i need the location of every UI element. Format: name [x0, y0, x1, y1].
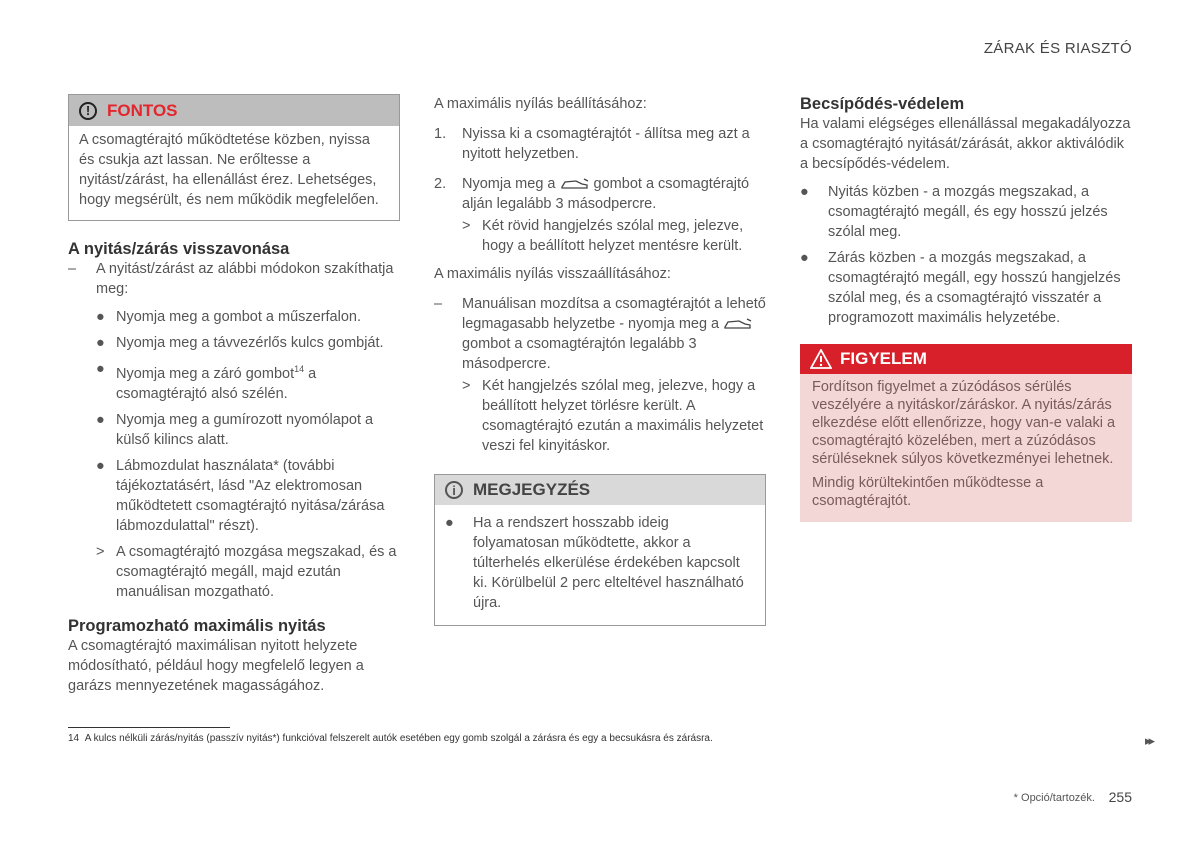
warning-title: FIGYELEM [840, 349, 927, 368]
heading-pinch: Becsípődés-védelem [800, 95, 965, 113]
column-1 [68, 94, 400, 696]
bullet-item: ● Nyomja meg a gombot a műszerfalon. [96, 309, 361, 325]
important-title: FONTOS [107, 100, 178, 120]
reset-result: > Két hangjelzés szólal meg, jelezve, hogy a beállított helyzet törlésre került. A csomagtérajtó ezután a maximális helyzetet veszi fel kinyitáskor. [462, 378, 764, 454]
warning-triangle-icon [810, 349, 832, 369]
step-1: 1. Nyissa ki a csomagtérajtót - állítsa meg azt a nyitott helyzetben. [434, 126, 750, 162]
car-tailgate-icon [560, 177, 590, 191]
warning-box [800, 344, 1132, 522]
important-text: A csomagtérajtó működtetése közben, nyissa és csukja azt lassan. Ne erőltesse a nyitást/zárást, ha ellenállást érez. Lehetséges, hogy megsérült, és nem működik megfelelően. [79, 132, 379, 208]
column-2 [434, 94, 766, 626]
pinch-text: Ha valami elégséges ellenállással megakadályozza a csomagtérajtó nyitását/zárását, akkor aktiválódik a becsípődés-védelem. [800, 116, 1131, 172]
info-circle-icon: i [445, 481, 463, 499]
continue-arrows-icon: ▸▸ [1144, 733, 1152, 748]
bullet-item: ● Nyomja meg a gumírozott nyomólapot a külső kilincs alatt. [96, 411, 374, 448]
programmable-text: A csomagtérajtó maximálisan nyitott helyzete módosítható, például hogy megfelelő legyen a garázs mennyezetének magasságához. [68, 637, 364, 694]
warning-text-1: Fordítson figyelmet a zúzódásos sérülés veszélyére a nyitáskor/záráskor. A nyitás/zárás elkezdése előtt ellenőrizze, hogy van-e valaki a csomagtérajtó közelében, mert a zúzódásos sérüléseknek súlyos következményei lehetnek. [812, 379, 1116, 467]
option-note: * Opció/tartozék. [1013, 792, 1095, 804]
bullet-item: ● Lábmozdulat használata* (további tájékoztatásért, lásd "Az elektromosan működtetett csomagtérajtó nyitása/zárása lábmozdulattal" részt). [96, 457, 385, 534]
bullet-item: ● Nyomja meg a távvezérlős kulcs gombját. [96, 335, 384, 351]
reset-intro: A maximális nyílás visszaállításához: [434, 266, 671, 282]
note-bullet: ● Ha a rendszert hosszabb ideig folyamatosan működtette, akkor a túlterhelés elkerülése érdekében kapcsolt ki. Körülbelül 2 perc elteltével használható újra. [445, 515, 744, 611]
important-box [68, 94, 400, 221]
dash-item: – Manuálisan mozdítsa a csomagtérajtót a lehető legmagasabb helyzetbe - nyomja meg a gombot a csomagtérajtón legalább 3 másodpercre. [434, 296, 766, 372]
column-3 [800, 94, 1132, 522]
note-box [434, 474, 766, 626]
footnote: 14 A kulcs nélküli zárás/nyitás (passzív nyitás*) funkcióval felszerelt autók esetében egy gomb szolgál a zárásra és egy a becsukásra és zárásra. [68, 733, 713, 744]
result-item: > A csomagtérajtó mozgása megszakad, és a csomagtérajtó megáll, majd ezután manuálisan mozgatható. [96, 543, 397, 600]
page-number: 255 [1108, 789, 1132, 805]
important-box-header [69, 95, 399, 126]
step-2-result: > Két rövid hangjelzés szólal meg, jelezve, hogy a beállított helyzet mentésre került. [462, 218, 744, 254]
note-box-header [435, 475, 765, 505]
warning-box-header [800, 344, 1132, 374]
dash-item: – A nyitást/zárást az alábbi módokon szakíthatja meg: [68, 261, 394, 297]
bullet-item: ● Nyomja meg a záró gombot$^{14}$ a csomagtérajtó alsó szélén. [96, 361, 317, 402]
step-2: 2. Nyomja meg a gombot a csomagtérajtó alján legalább 3 másodpercre. [434, 176, 750, 212]
footnote-divider [68, 727, 230, 728]
exclamation-circle-icon: ! [79, 102, 97, 120]
bullet-item: ● Nyitás közben - a mozgás megszakad, a csomagtérajtó megáll, és egy hosszú jelzés szólal meg. [800, 184, 1108, 240]
note-title: MEGJEGYZÉS [473, 480, 591, 499]
bullet-item: ● Zárás közben - a mozgás megszakad, a csomagtérajtó megáll, egy hosszú hangjelzés szólal meg, és a csomagtérajtó visszatér a programozott maximális helyzetébe. [800, 250, 1121, 326]
car-tailgate-icon [723, 317, 753, 331]
heading-programmable: Programozható maximális nyitás [68, 616, 326, 635]
heading-cancel: A nyitás/zárás visszavonása [68, 240, 290, 258]
set-intro: A maximális nyílás beállításához: [434, 96, 647, 112]
section-title: ZÁRAK ÉS RIASZTÓ [983, 40, 1132, 57]
warning-text-2: Mindig körültekintően működtesse a csomagtérajtót. [812, 475, 1044, 509]
